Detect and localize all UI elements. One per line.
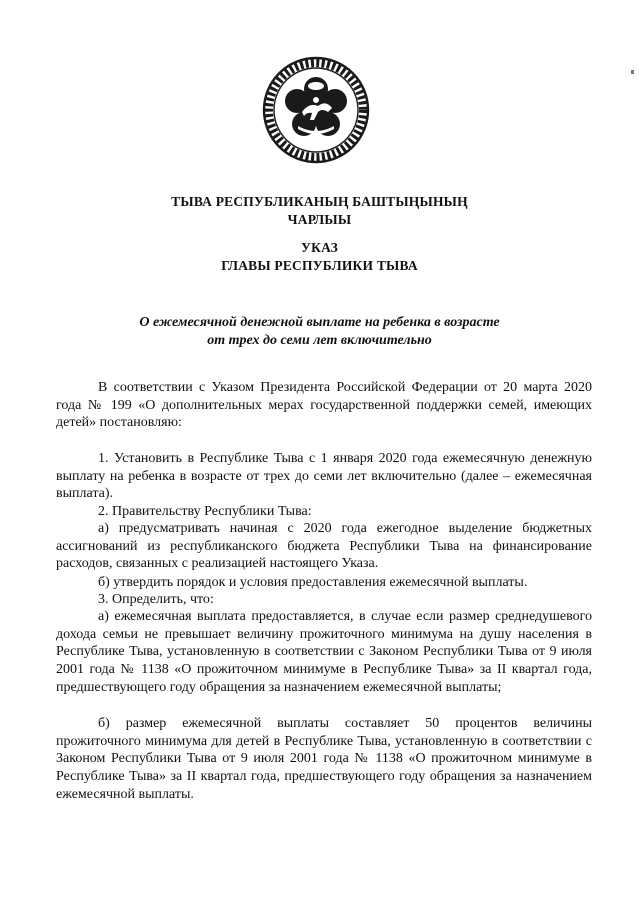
- clause-3a: а) ежемесячная выплата предоставляется, в случае если размер среднедушевого дохода семьи не превышает величину прожиточного минимума на душу населения в Республике Тыва, установленную в соответствии с Законом Республики Тыва от 9 июля 2001 года № 1138 «О прожиточном минимуме в Республике Тыва» за II квартал года, предшествующего году обращения за назначением ежемесячной выплаты;: [56, 609, 592, 695]
- header-ukaz: УКАЗ: [300, 240, 339, 255]
- clause-3: 3. Определить, что:: [98, 592, 214, 607]
- header-tuvan-line2: ЧАРЛЫЫ: [287, 212, 352, 227]
- decree-title-line2: от трех до семи лет включительно: [207, 333, 432, 348]
- clause-2: 2. Правительству Республики Тыва:: [98, 504, 312, 519]
- header-glava: ГЛАВЫ РЕСПУБЛИКИ ТЫВА: [221, 258, 418, 273]
- preamble-paragraph: В соответствии с Указом Президента Российской Федерации от 20 марта 2020 года № 199 «О дополнительных мерах государственной поддержки семей, имеющих детей» постановляю:: [56, 380, 592, 431]
- clause-3b: б) размер ежемесячной выплаты составляет 50 процентов величины прожиточного минимума для детей в Республике Тыва, установленную в соответствии с Законом Республики Тыва от 9 июля 2001 года № 1138 «О прожиточном минимуме в Республике Тыва» за II квартал года, предшествующего году обращения за назначением ежемесячной выплаты.: [56, 716, 592, 802]
- clause-2b: б) утвердить порядок и условия предоставления ежемесячной выплаты.: [98, 575, 528, 590]
- header-tuvan-line1: ТЫВА РЕСПУБЛИКАНЫҢ БАШТЫҢЫНЫҢ: [171, 194, 468, 209]
- tuva-coat-of-arms-icon: [262, 56, 370, 164]
- clause-1: 1. Установить в Республике Тыва с 1 января 2020 года ежемесячную денежную выплату на ребенка в возрасте от трех до семи лет включительно (далее – ежемесячная выплата).: [56, 451, 592, 502]
- clause-2a: а) предусматривать начиная с 2020 года ежегодное выделение бюджетных ассигнований из республиканского бюджета Республики Тыва на финансирование расходов, связанных с реализацией настоящего Указа.: [56, 521, 592, 572]
- decree-title-line1: О ежемесячной денежной выплате на ребенка в возрасте: [139, 315, 500, 330]
- scan-artifact: [631, 70, 634, 74]
